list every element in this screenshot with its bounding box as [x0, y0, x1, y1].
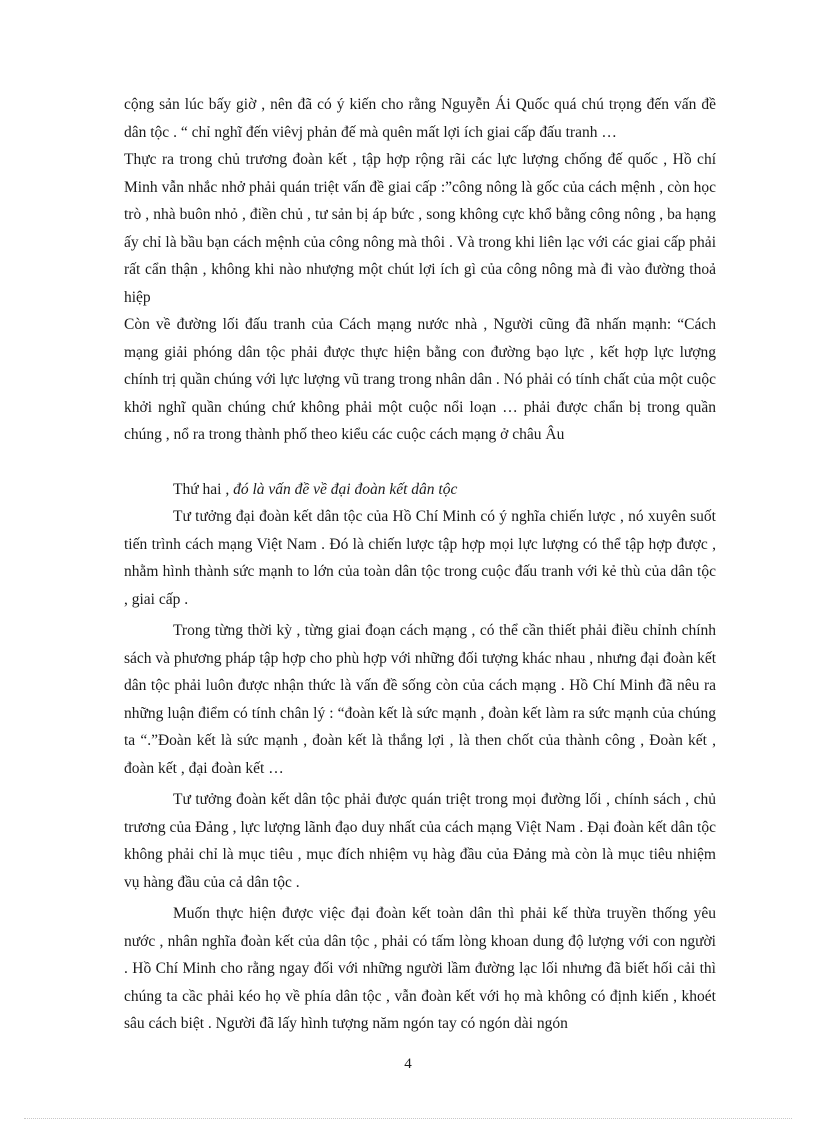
paragraph-adjustment: Trong từng thời kỳ , từng giai đoạn cách mạng , có thể cần thiết phải điều chỉnh chính sách và phương pháp tập hợp cho phù hợp với những đối tượng khác nhau , nhưng đại đoàn kết dân tộc phải luôn được nhận thức là vấn đề sống còn của cách mạng . Hồ Chí Minh đã nêu ra những luận điểm có tính chân lý : “đoàn kết là sức mạnh , đoàn kết làm ra sức mạnh của chúng ta “.”Đoàn kết là sức mạnh , đoàn kết là thắng lợi , là then chốt của thành công , Đoàn kết , đoàn kết , đại đoàn kết …: [124, 622, 717, 777]
paragraph-class-struggle: Thực ra trong chủ trương đoàn kết , tập hợp rộng rãi các lực lượng chống đế quốc , Hồ chí Minh vẫn nhắc nhở phải quán triệt vấn đề giai cấp :”công nông là gốc của cách mệnh , còn học trò , nhà buôn nhỏ , điền chủ , tư sản bị áp bức , song không cực khổ bằng công nông , ba hạng ấy chỉ là bầu bạn cách mệnh của công nông mà thôi . Và trong khi liên lạc với các giai cấp phải rất cẩn thận , không khi nào nhượng một chút lợi ích gì của công nông mà đi vào đường thoả hiệp: [124, 151, 716, 306]
paragraph-revolution-path: Còn về đường lối đấu tranh của Cách mạng nước nhà , Người cũng đã nhấn mạnh: “Cách mạng giải phóng dân tộc phải được thực hiện bằng con đường bạo lực , kết hợp lực lượng chính trị quần chúng với lực lượng vũ trang trong nhân dân . Nó phải có tính chất của một cuộc khởi nghĩ quần chúng chứ không phải một cuộc nổi loạn … phải được chẩn bị trong quần chúng , nổ ra trong thành phố theo kiểu các cuộc cách mạng ở châu Âu: [124, 316, 716, 443]
section-heading: [124, 476, 716, 504]
paragraph-tolerance: Muốn thực hiện được việc đại đoàn kết toàn dân thì phải kế thừa truyền thống yêu nước , nhân nghĩa đoàn kết của dân tộc , phải có tấm lòng khoan dung độ lượng với con người . Hồ Chí Minh cho rằng ngay đối với những người lầm đường lạc lối nhưng đã biết hối cải thì chúng ta cầc phải kéo họ về phía dân tộc , vẫn đoàn kết với họ mà không có định kiến , khoét sâu cách biệt . Người đã lấy hình tượng năm ngón tay có ngón dài ngón: [124, 905, 716, 1032]
page-bottom-divider: [24, 1118, 792, 1119]
body-text: [124, 91, 716, 1038]
paragraph-strategy: Tư tưởng đại đoàn kết dân tộc của Hồ Chí Minh có ý nghĩa chiến lược , nó xuyên suốt tiến trình cách mạng Việt Nam . Đó là chiến lược tập hợp mọi lực lượng có thể tập hợp được , nhằm hình thành sức mạnh to lớn của toàn dân tộc trong cuộc đấu tranh với kẻ thù của dân tộc , giai cấp .: [124, 508, 716, 608]
section-heading-lead: Thứ hai: [173, 480, 222, 498]
paragraph-party-policy: Tư tưởng đoàn kết dân tộc phải được quán triệt trong mọi đường lối , chính sách , chủ trương của Đảng , lực lượng lãnh đạo duy nhất của cách mạng Việt Nam . Đại đoàn kết dân tộc không phải chỉ là mục tiêu , mục đích nhiệm vụ hàg đầu của Đảng mà còn là mục tiêu nhiệm vụ hàng đầu của cả dân tộc .: [124, 791, 716, 891]
paragraph-continuation: cộng sản lúc bấy giờ , nên đã có ý kiến cho rằng Nguyễn Ái Quốc quá chú trọng đến vấn đề dân tộc . “ chỉ nghĩ đến viêvj phản đế mà quên mất lợi ích giai cấp đấu tranh …: [124, 96, 716, 141]
page-number: 4: [404, 1056, 412, 1072]
section-heading-italic: , đó là vấn đề về đại đoàn kết dân tộc: [225, 480, 458, 498]
